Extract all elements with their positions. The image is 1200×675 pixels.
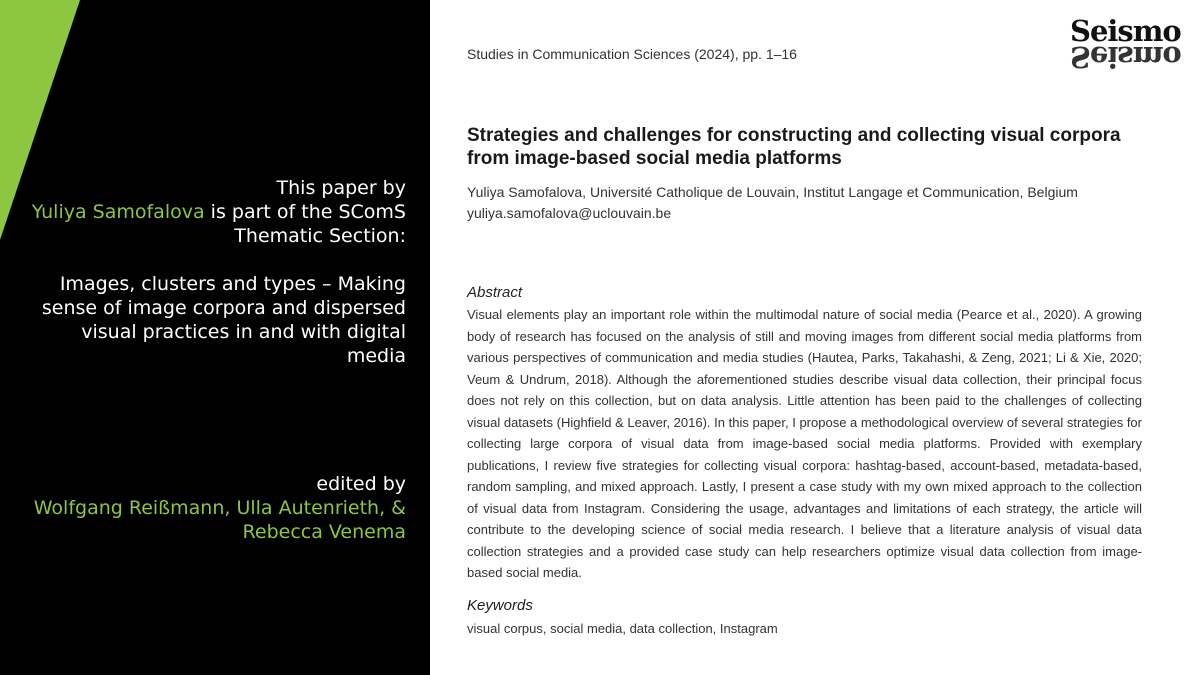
- paper-first-page: [430, 0, 1200, 675]
- intro-suffix: is part of the SComS Thematic Section:: [210, 201, 406, 247]
- keywords-text: visual corpus, social media, data collection, Instagram: [467, 621, 778, 636]
- keywords-heading: Keywords: [467, 597, 533, 614]
- logo-reflection: Seismo: [1070, 40, 1181, 74]
- abstract-heading: Abstract: [467, 284, 523, 301]
- affiliation-line: Yuliya Samofalova, Université Catholique de Louvain, Institut Langage et Communication, Belgium: [467, 184, 1078, 200]
- left-panel: [0, 0, 430, 675]
- paper-title: Strategies and challenges for constructing and collecting visual corpora from image-based social media platforms: [467, 125, 1121, 169]
- author-name: Yuliya Samofalova: [31, 201, 205, 223]
- abstract-text: Visual elements play an important role within the multimodal nature of social media (Pearce et al., 2020). A growing body of research has focused on the analysis of still and moving images from different social media platforms from various perspectives of communication and media studies (Hautea, Parks, Takahashi, & Zeng, 2021; Li & Xie, 2020; Veum & Undrum, 2018). Although the aforementioned studies describe visual data collection, their principal focus does not rely on this collection, but on data analysis. Little attention has been paid to the challenges of collecting visual datasets (Highfield & Leaver, 2016). In this paper, I propose a methodological overview of several strategies for collecting large corpora of visual data from image-based social media platforms. Provided with exemplary publications, I review five strategies for collecting visual corpora: hashtag-based, account-based, metadata-based, random sampling, and mixed approach. Lastly, I present a case study with my own mixed approach to the collection of visual data from Instagram. Considering the usage, advantages and limitations of each strategy, the article will contribute to the developing science of social media research. I believe that a literature analysis of visual data collection strategies and a provided case study can help researchers optimize visual data collection from image-based social media.: [467, 307, 1142, 580]
- editors-names: Wolfgang Reißmann, Ulla Autenrieth, & Rebecca Venema: [33, 497, 406, 543]
- intro-prefix: This paper by: [276, 177, 406, 199]
- thematic-section-title: Images, clusters and types – Making sense of image corpora and dispersed visual practices in and with digital media: [41, 273, 406, 367]
- logo-word: Seismo: [1070, 14, 1181, 48]
- edited-by-label: edited by: [316, 473, 406, 495]
- author-email: yuliya.samofalova@uclouvain.be: [467, 205, 672, 221]
- journal-citation: Studies in Communication Sciences (2024), pp. 1–16: [467, 46, 797, 62]
- author-affiliation: [467, 182, 1187, 224]
- thematic-section-info: [26, 176, 406, 544]
- intro-text: [26, 176, 406, 248]
- seismo-logo: [1070, 14, 1181, 86]
